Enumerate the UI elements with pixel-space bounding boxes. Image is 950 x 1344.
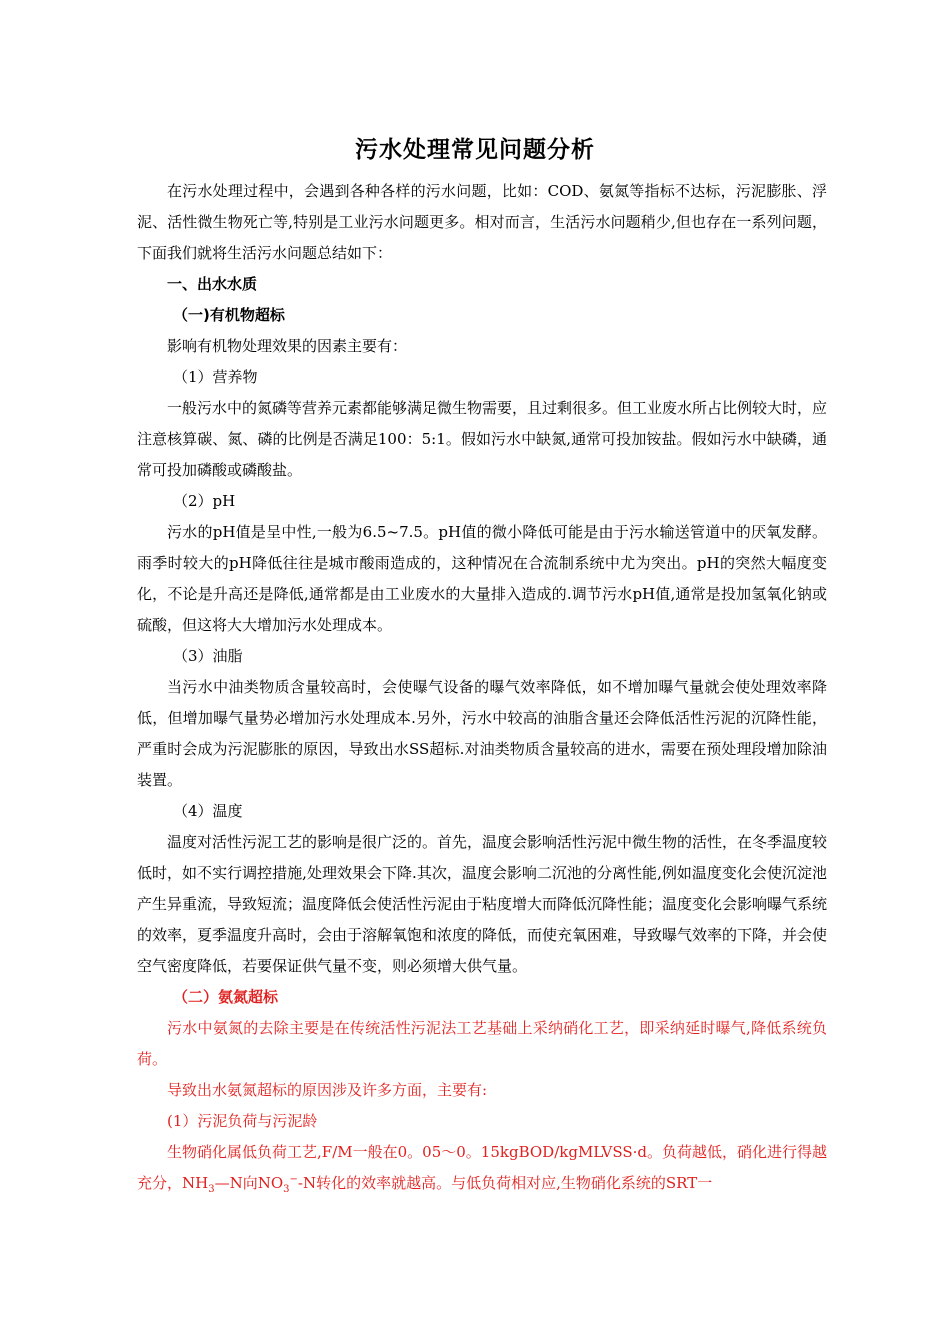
sludge-load-text-c: -N转化的效率就越高。与低负荷相对应,生物硝化系统的SRT一 [297, 1174, 713, 1192]
subscript-3b: 3 [283, 1184, 290, 1195]
document-title: 污水处理常见问题分析 [355, 137, 595, 163]
item-label-grease: （3）油脂 [173, 647, 243, 665]
item-text-nutrients: 一般污水中的氮磷等营养元素都能够满足微生物需要，且过剩很多。但工业废水所占比例较大时，应注意核算碳、氮、磷的比例是否满足100：5:1。假如污水中缺氮,通常可投加铵盐。假如污水中缺磷，通常可投加磷酸或磷酸盐。 [137, 399, 828, 479]
superscript-minus: − [289, 1174, 298, 1185]
sludge-load-text-b: —N向NO [214, 1174, 284, 1192]
ammonia-paragraph-1: 污水中氨氮的去除主要是在传统活性污泥法工艺基础上采纳硝化工艺，即采纳延时曝气,降低系统负荷。 [137, 1019, 827, 1068]
ammonia-paragraph-2: 导致出水氨氮超标的原因涉及许多方面，主要有: [167, 1081, 488, 1099]
intro-paragraph: 在污水处理过程中，会遇到各种各样的污水问题，比如：COD、氨氮等指标不达标，污泥膨胀、浮泥、活性微生物死亡等,特别是工业污水问题更多。相对而言，生活污水问题稍少,但也存在一系列问题，下面我们就将生活污水问题总结如下： [137, 182, 827, 262]
item-label-ph: （2）pH [173, 492, 236, 510]
item-label-nutrients: （1）营养物 [173, 368, 258, 386]
subsection-heading-organic: （一)有机物超标 [173, 306, 285, 324]
section-heading-effluent-quality: 一、出水水质 [167, 275, 258, 293]
item-text-sludge-load [137, 1137, 827, 1199]
organic-lead-paragraph: 影响有机物处理效果的因素主要有： [167, 337, 408, 355]
document-body [137, 176, 827, 1199]
item-text-temperature: 温度对活性污泥工艺的影响是很广泛的。首先，温度会影响活性污泥中微生物的活性，在冬季温度较低时，如不实行调控措施,处理效果会下降.其次，温度会影响二沉池的分离性能,例如温度变化会使沉淀池产生异重流，导致短流；温度降低会使活性污泥由于粘度增大而降低沉降性能；温度变化会影响曝气系统的效率，夏季温度升高时，会由于溶解氧饱和浓度的降低，而使充氧困难，导致曝气效率的下降，并会使空气密度降低，若要保证供气量不变，则必须增大供气量。 [137, 833, 828, 975]
item-text-grease: 当污水中油类物质含量较高时，会使曝气设备的曝气效率降低，如不增加曝气量就会使处理效率降低，但增加曝气量势必增加污水处理成本.另外，污水中较高的油脂含量还会降低活性污泥的沉降性能，严重时会成为污泥膨胀的原因，导致出水SS超标.对油类物质含量较高的进水，需要在预处理段增加除油装置。 [137, 678, 827, 789]
item-text-ph: 污水的pH值是呈中性,一般为6.5~7.5。pH值的微小降低可能是由于污水输送管道中的厌氧发酵。雨季时较大的pH降低往往是城市酸雨造成的，这种情况在合流制系统中尤为突出。pH的突然大幅度变化，不论是升高还是降低,通常都是由工业废水的大量排入造成的.调节污水pH值,通常是投加氢氧化钠或硫酸，但这将大大增加污水处理成本。 [137, 523, 827, 634]
subsection-heading-ammonia: （二）氨氮超标 [173, 988, 279, 1006]
item-label-temperature: （4）温度 [173, 802, 243, 820]
subscript-3: 3 [208, 1184, 215, 1195]
item-label-sludge-load: (1）污泥负荷与污泥龄 [167, 1112, 318, 1130]
sludge-load-text-a: 生物硝化属低负荷工艺,F/M一般在0。05～0。15kgBOD/kgMLVSS·d。负荷越低，硝化进行得越充分，NH [137, 1143, 827, 1192]
